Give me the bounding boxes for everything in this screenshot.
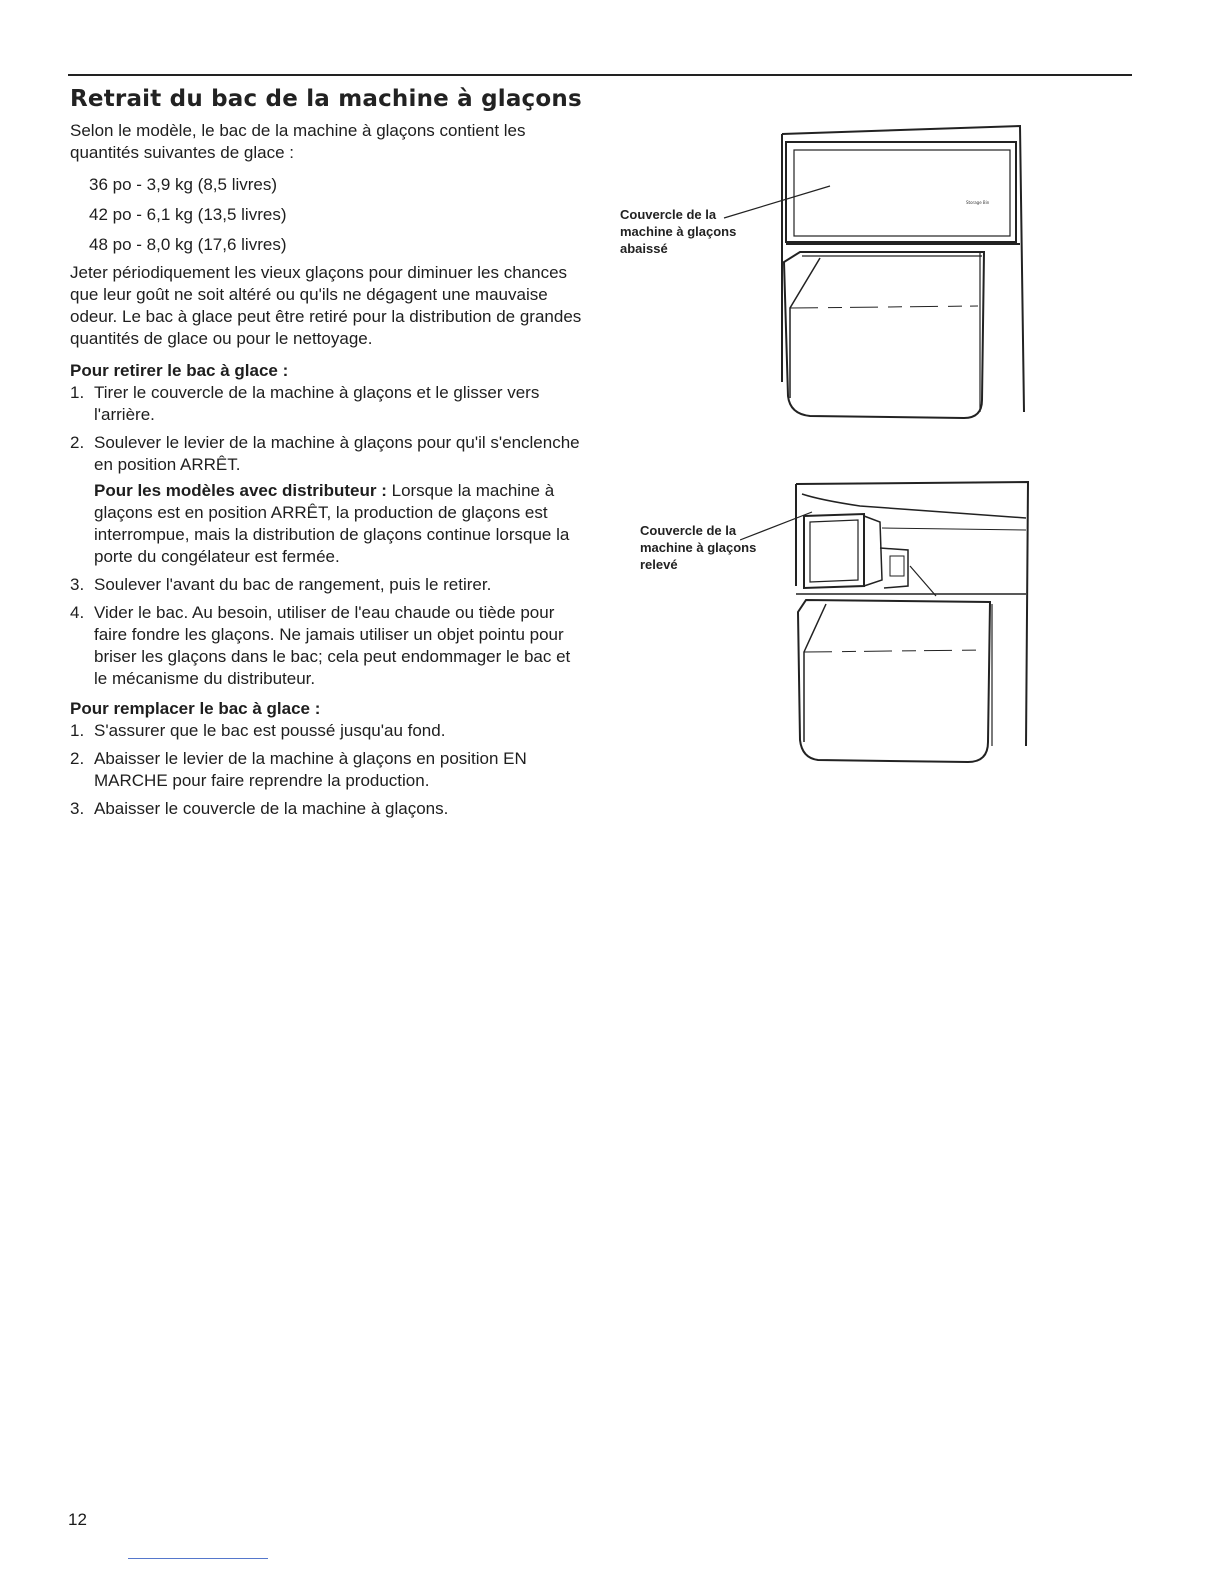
storage-bin-text: Storage Bin	[966, 200, 990, 205]
replace-steps	[70, 720, 585, 820]
top-rule	[68, 74, 1132, 76]
remove-steps	[70, 382, 585, 690]
body-paragraph: Jeter périodiquement les vieux glaçons pour diminuer les chances que leur goût ne soit altéré ou qu'ils ne dégagent une mauvaise odeur. Le bac à glace peut être retiré pour la distribution de grandes quantités de glace ou pour le nettoyage.	[70, 263, 582, 348]
figure-label-lowered: Couvercle de la machine à glaçons abaissé	[620, 207, 737, 256]
figure-label-raised: Couvercle de la machine à glaçons relevé	[640, 523, 757, 572]
remove-heading: Pour retirer le bac à glace :	[70, 361, 289, 380]
amount-item: 48 po - 8,0 kg (17,6 livres)	[89, 235, 287, 254]
step-text: Vider le bac. Au besoin, utiliser de l'eau chaude ou tiède pour faire fondre les glaçons. Ne jamais utiliser un objet pointu pour briser les glaçons dans le bac; cela peut endommager le bac et le mécanisme du distributeur.	[94, 603, 571, 688]
page-number: 12	[68, 1510, 87, 1529]
replace-heading: Pour remplacer le bac à glace :	[70, 699, 321, 718]
intro-text: Selon le modèle, le bac de la machine à glaçons contient les quantités suivantes de glace :	[70, 121, 526, 162]
step-number: 1.	[70, 721, 85, 740]
amount-item: 42 po - 6,1 kg (13,5 livres)	[89, 205, 287, 224]
amount-item: 36 po - 3,9 kg (8,5 livres)	[89, 175, 278, 194]
step-text: Tirer le couvercle de la machine à glaçons et le glisser vers l'arrière.	[94, 383, 540, 424]
bottom-rule	[128, 1558, 268, 1559]
step-text: Soulever le levier de la machine à glaçons pour qu'il s'enclenche en position ARRÊT.	[94, 433, 580, 474]
list-item	[70, 748, 585, 792]
note-label: Pour les modèles avec distributeur :	[94, 481, 387, 500]
list-item	[70, 602, 585, 690]
step-number: 1.	[70, 383, 85, 402]
dispenser-note	[94, 480, 585, 568]
step-number: 2.	[70, 749, 85, 768]
step-text: Soulever l'avant du bac de rangement, puis le retirer.	[94, 575, 492, 594]
amounts-list	[70, 170, 585, 260]
list-item	[70, 798, 585, 820]
list-item	[70, 720, 585, 742]
step-number: 2.	[70, 433, 85, 452]
step-text: S'assurer que le bac est poussé jusqu'au fond.	[94, 721, 446, 740]
step-text: Abaisser le couvercle de la machine à glaçons.	[94, 799, 449, 818]
list-item	[70, 432, 585, 568]
ice-maker-lid-raised-illustration	[740, 476, 1035, 768]
page-title: Retrait du bac de la machine à glaçons	[70, 86, 582, 112]
step-text: Abaisser le levier de la machine à glaçons en position EN MARCHE pour faire reprendre la production.	[94, 749, 527, 790]
main-column	[70, 120, 585, 826]
ice-maker-lid-lowered-illustration	[720, 112, 1035, 424]
note-text: Lorsque la machine à glaçons est en position ARRÊT, la production de glaçons est interrompue, mais la distribution de glaçons continue lorsque la porte du congélateur est fermée.	[94, 481, 570, 566]
list-item	[70, 574, 585, 596]
step-number: 3.	[70, 575, 85, 594]
step-number: 4.	[70, 603, 85, 622]
step-number: 3.	[70, 799, 85, 818]
list-item	[70, 382, 585, 426]
